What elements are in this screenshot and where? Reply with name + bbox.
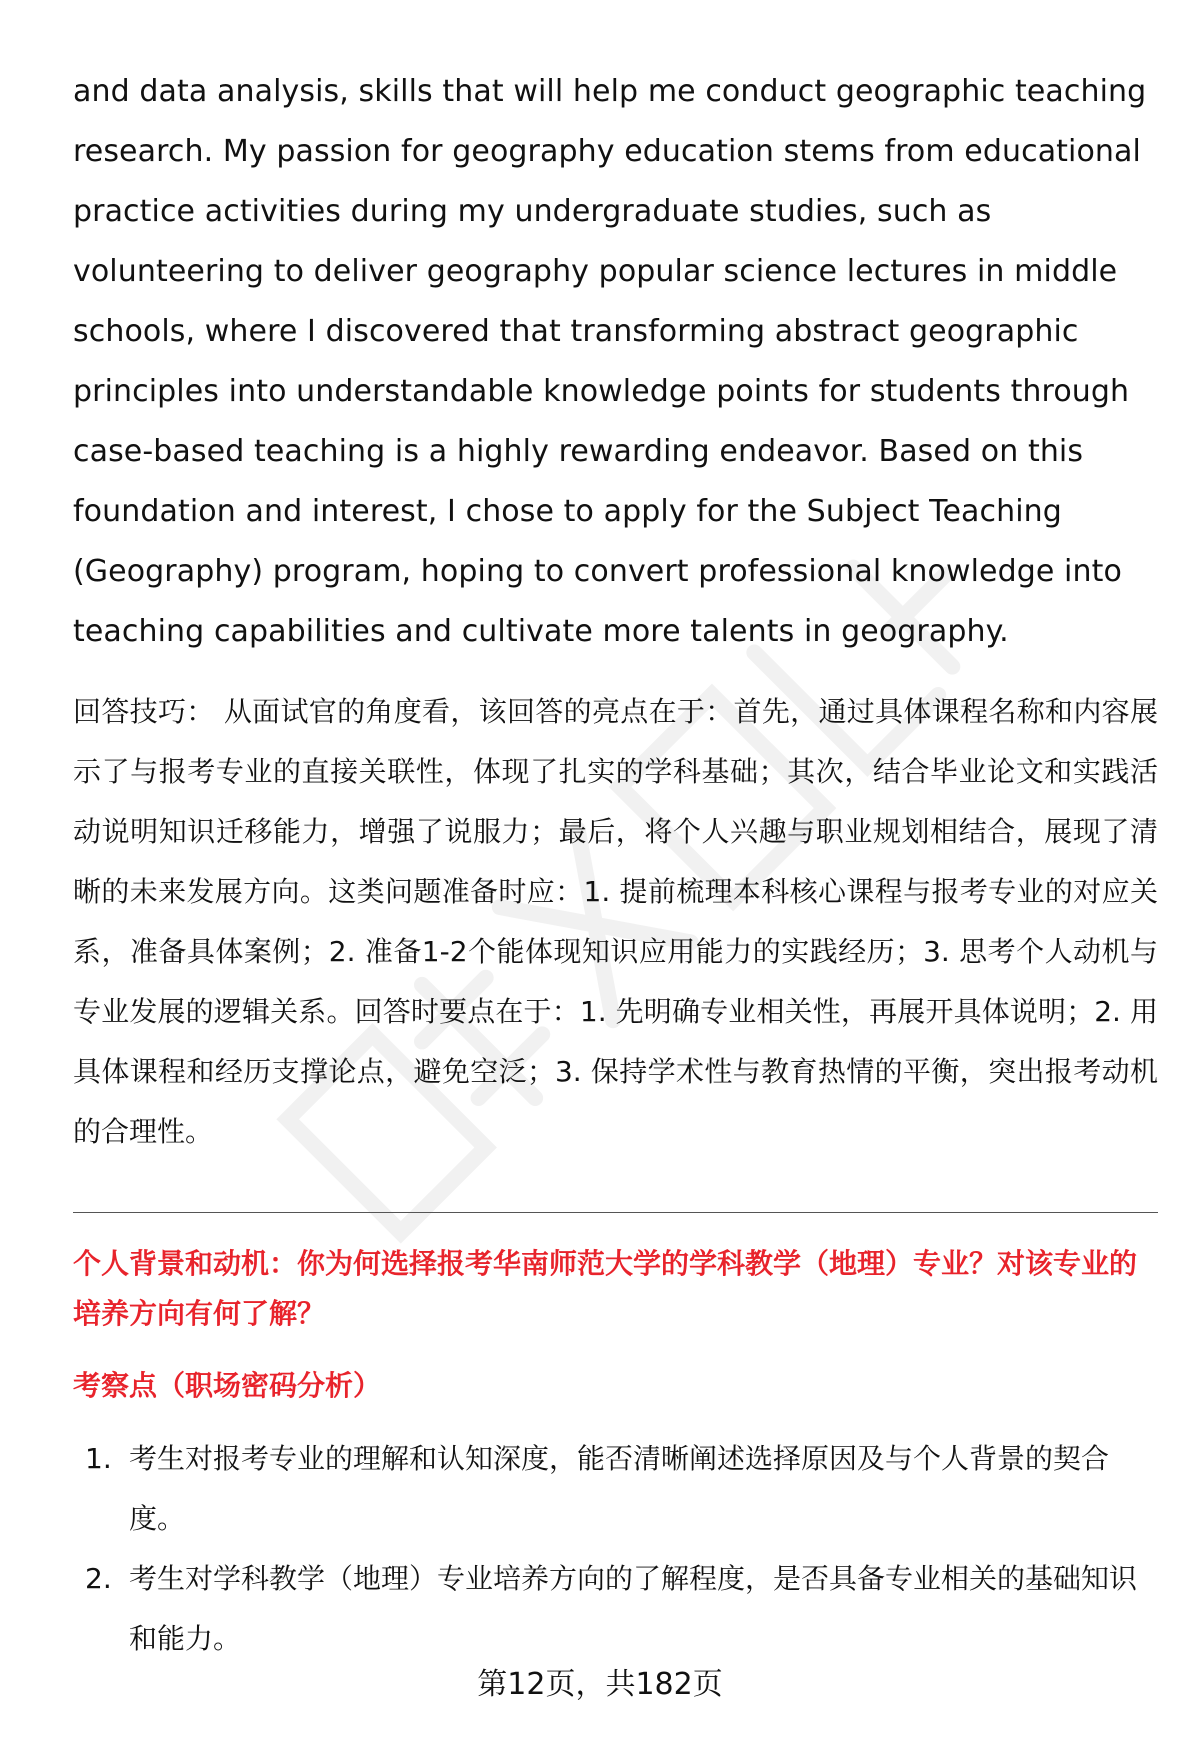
assessment-points-list (73, 1429, 1158, 1669)
list-item-text: 考生对学科教学（地理）专业培养方向的了解程度，是否具备专业相关的基础知识和能力。 (129, 1562, 1138, 1655)
list-item-number: 1. (85, 1442, 112, 1475)
answer-tips-paragraph (73, 682, 1158, 1162)
tips-text: 从面试官的角度看，该回答的亮点在于：首先，通过具体课程名称和内容展示了与报考专业的直接关联性，体现了扎实的学科基础；其次，结合毕业论文和实践活动说明知识迁移能力，增强了说服力；最后，将个人兴趣与职业规划相结合，展现了清晰的未来发展方向。这类问题准备时应：1. 提前梳理本科核心课程与报考专业的对应关系，准备具体案例；2. 准备1-2个能体现知识应用能力的实践经历；3. 思考个人动机与专业发展的逻辑关系。回答时要点在于：1. 先明确专业相关性，再展开具体说明；2. 用具体课程和经历支撑论点，避免空泛；3. 保持学术性与教育热情的平衡，突出报考动机的合理性。 (73, 695, 1158, 1148)
page-number-footer: 第12页，共182页 (477, 1667, 723, 1702)
question-heading: 个人背景和动机：你为何选择报考华南师范大学的学科教学（地理）专业？对该专业的培养方向有何了解？ (73, 1247, 1138, 1330)
tips-label: 回答技巧： (73, 695, 215, 728)
list-item (73, 1429, 1158, 1549)
list-item (73, 1549, 1158, 1669)
answer-continuation-paragraph: and data analysis, skills that will help me conduct geographic teaching research. My passion for geography education stems from educational practice activities during my undergraduate studies, such as volunteering to deliver geography popular science lectures in middle schools, where I discovered that transforming abstract geographic principles into understandable knowledge points for students through case-based teaching is a highly rewarding endeavor. Based on this foundation and interest, I chose to apply for the Subject Teaching (Geography) program, hoping to convert professional knowledge into teaching capabilities and cultivate more talents in geography. (73, 74, 1147, 649)
list-item-text: 考生对报考专业的理解和认知深度，能否清晰阐述选择原因及与个人背景的契合度。 (129, 1442, 1110, 1535)
section-divider (73, 1212, 1158, 1213)
assessment-points-heading: 考察点（职场密码分析） (73, 1369, 382, 1402)
document-page (73, 62, 1158, 1669)
list-item-number: 2. (85, 1562, 112, 1595)
